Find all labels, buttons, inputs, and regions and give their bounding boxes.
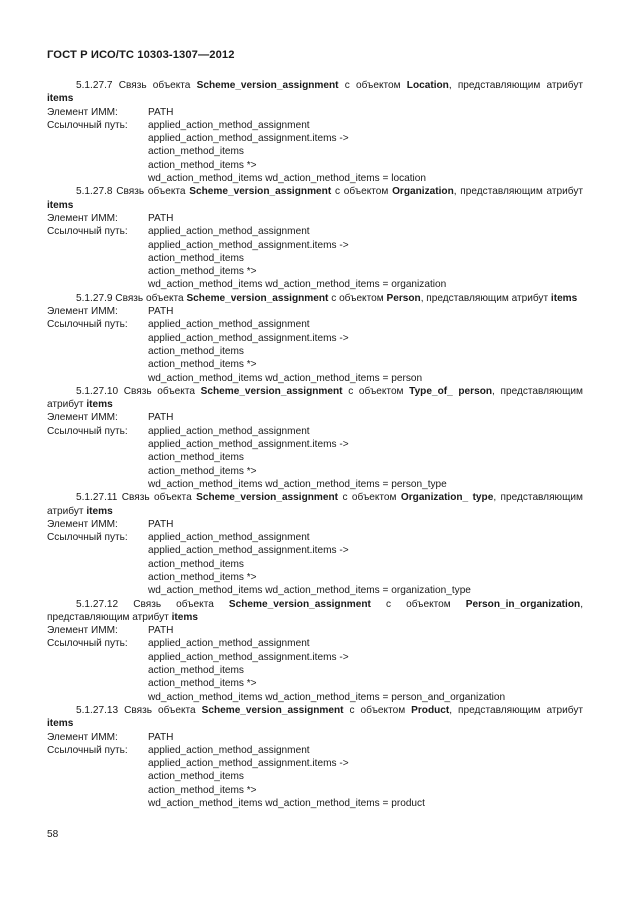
clause-number: 5.1.27.13 — [76, 704, 119, 716]
reference-path-line: applied_action_method_assignment.items -> — [148, 133, 349, 145]
clause-heading — [47, 704, 583, 731]
clause-section — [47, 598, 583, 704]
reference-path-line: action_method_items *> — [148, 359, 257, 371]
element-label: Элемент ИММ: — [47, 731, 118, 743]
reference-path-row — [47, 664, 583, 677]
target-entity-name: Location — [406, 80, 449, 91]
reference-path-label — [47, 584, 148, 597]
reference-path-label — [47, 145, 148, 158]
reference-path-label — [47, 372, 148, 385]
clause-text-before: Связь объекта — [124, 704, 196, 716]
reference-path-line: applied_action_method_assignment — [148, 319, 310, 331]
reference-path-row — [47, 651, 583, 664]
attribute-name: items — [171, 611, 198, 623]
reference-path-line: action_method_items — [148, 252, 244, 264]
reference-path-line: action_method_items — [148, 558, 244, 570]
reference-path-label — [47, 544, 148, 557]
reference-path-line: applied_action_method_assignment — [148, 119, 310, 131]
reference-path-row — [47, 172, 583, 185]
clause-text-mid: с объектом — [348, 385, 404, 397]
clause-section — [47, 185, 583, 291]
reference-path-label: Ссылочный путь: — [47, 425, 128, 437]
reference-path-line: applied_action_method_assignment — [148, 638, 310, 650]
reference-path-row — [47, 358, 583, 371]
clause-text-after: , представляющим атрибут — [449, 704, 583, 716]
element-label: Элемент ИММ: — [47, 306, 118, 318]
reference-path-row — [47, 784, 583, 797]
element-value: PATH — [148, 731, 174, 743]
reference-path-label — [47, 132, 148, 145]
reference-path-line: action_method_items *> — [148, 159, 257, 171]
attribute-name: items — [47, 93, 74, 105]
clause-text-after: , представляющим атрибут — [420, 292, 549, 304]
reference-path-label: Ссылочный путь: — [47, 638, 128, 650]
reference-path-row — [47, 265, 583, 278]
clause-number: 5.1.27.9 — [76, 292, 113, 304]
reference-path-label — [47, 770, 148, 783]
clause-heading — [47, 491, 583, 518]
reference-path-label — [47, 451, 148, 464]
reference-path-row — [47, 531, 583, 544]
reference-path-row — [47, 465, 583, 478]
reference-path-row — [47, 278, 583, 291]
reference-path-line: action_method_items — [148, 771, 244, 783]
attribute-name: items — [86, 399, 113, 411]
element-label: Элемент ИММ: — [47, 518, 118, 530]
element-row — [47, 518, 583, 531]
reference-path-label — [47, 757, 148, 770]
entity-name: Scheme_version_assignment — [186, 292, 329, 304]
attribute-name: items — [550, 292, 578, 304]
clause-number: 5.1.27.8 — [76, 186, 113, 198]
reference-path-line: action_method_items — [148, 452, 244, 464]
element-row — [47, 305, 583, 318]
clause-heading — [47, 292, 583, 305]
reference-path-row — [47, 797, 583, 810]
reference-path-row — [47, 119, 583, 132]
clause-text-before: Связь объекта — [123, 385, 195, 397]
reference-path-label — [47, 691, 148, 704]
reference-path-row — [47, 225, 583, 238]
reference-path-line: applied_action_method_assignment.items -> — [148, 758, 349, 770]
clause-number: 5.1.27.10 — [76, 385, 119, 397]
reference-path-label — [47, 332, 148, 345]
reference-path-label: Ссылочный путь: — [47, 744, 128, 756]
reference-path-label — [47, 252, 148, 265]
reference-path-row — [47, 757, 583, 770]
reference-path-line: applied_action_method_assignment.items -> — [148, 651, 349, 663]
reference-path-row — [47, 744, 583, 757]
reference-path-line: action_method_items *> — [148, 571, 257, 583]
clause-text-before: Связь объекта — [116, 186, 186, 198]
element-value: PATH — [148, 625, 174, 637]
clause-heading — [47, 598, 583, 625]
reference-path-row — [47, 770, 583, 783]
clause-heading — [47, 79, 583, 106]
reference-path-line: wd_action_method_items wd_action_method_items = product — [148, 798, 425, 810]
reference-path-row — [47, 239, 583, 252]
reference-path-row — [47, 252, 583, 265]
reference-path-row — [47, 345, 583, 358]
reference-path-row — [47, 332, 583, 345]
reference-path-label — [47, 345, 148, 358]
reference-path-line: applied_action_method_assignment — [148, 425, 310, 437]
element-label: Элемент ИММ: — [47, 106, 118, 118]
reference-path-row — [47, 438, 583, 451]
reference-path-label — [47, 797, 148, 810]
reference-path-label — [47, 265, 148, 278]
entity-name: Scheme_version_assignment — [189, 186, 332, 198]
element-label: Элемент ИММ: — [47, 412, 118, 424]
reference-path-line: action_method_items — [148, 665, 244, 677]
reference-path-label — [47, 571, 148, 584]
element-value: PATH — [148, 412, 174, 424]
reference-path-row — [47, 677, 583, 690]
clause-text-after: , представляющим атрибут — [47, 492, 583, 517]
reference-path-row — [47, 372, 583, 385]
clause-text-mid: с объектом — [349, 704, 406, 716]
target-entity-name: Organization_ type — [400, 492, 494, 504]
clause-heading — [47, 385, 583, 412]
reference-path-row — [47, 571, 583, 584]
page-header: ГОСТ Р ИСО/ТС 10303-1307—2012 — [47, 49, 235, 61]
element-value: PATH — [148, 106, 174, 118]
clause-text-mid: с объектом — [342, 492, 397, 504]
reference-path-line: wd_action_method_items wd_action_method_items = person_and_organization — [148, 691, 506, 703]
entity-name: Scheme_version_assignment — [196, 80, 339, 91]
clause-text-after: , представляющим атрибут — [453, 186, 583, 198]
clause-section — [47, 79, 583, 185]
reference-path-label: Ссылочный путь: — [47, 119, 128, 131]
clause-text-after: , представляющим атрибут — [47, 598, 583, 623]
reference-path-row — [47, 318, 583, 331]
attribute-name: items — [86, 505, 113, 517]
reference-path-label — [47, 239, 148, 252]
clause-text-mid: с объектом — [331, 292, 384, 304]
attribute-name: items — [47, 199, 74, 211]
clause-section — [47, 704, 583, 810]
target-entity-name: Product — [411, 704, 450, 716]
clause-text-mid: с объектом — [385, 598, 451, 610]
element-label: Элемент ИММ: — [47, 212, 118, 224]
attribute-name: items — [47, 718, 74, 730]
reference-path-label: Ссылочный путь: — [47, 319, 128, 331]
reference-path-line: applied_action_method_assignment.items -> — [148, 439, 349, 451]
clause-number: 5.1.27.12 — [76, 598, 119, 610]
reference-path-line: wd_action_method_items wd_action_method_items = person — [148, 372, 423, 384]
reference-path-label — [47, 159, 148, 172]
clause-number: 5.1.27.7 — [76, 80, 113, 91]
target-entity-name: Person — [386, 292, 421, 304]
reference-path-label — [47, 677, 148, 690]
reference-path-label: Ссылочный путь: — [47, 532, 128, 544]
clause-text-mid: с объектом — [344, 80, 401, 91]
reference-path-row — [47, 637, 583, 650]
reference-path-row — [47, 478, 583, 491]
reference-path-row — [47, 558, 583, 571]
clause-text-before: Связь объекта — [133, 598, 214, 610]
element-label: Элемент ИММ: — [47, 625, 118, 637]
reference-path-line: applied_action_method_assignment.items -> — [148, 545, 349, 557]
element-row — [47, 731, 583, 744]
reference-path-label — [47, 465, 148, 478]
entity-name: Scheme_version_assignment — [228, 598, 371, 610]
reference-path-row — [47, 145, 583, 158]
reference-path-label — [47, 278, 148, 291]
element-row — [47, 624, 583, 637]
target-entity-name: Organization — [392, 186, 454, 198]
reference-path-line: action_method_items *> — [148, 465, 257, 477]
clause-text-after: , представляющим атрибут — [448, 80, 583, 91]
element-value: PATH — [148, 518, 174, 530]
reference-path-line: wd_action_method_items wd_action_method_items = organization — [148, 279, 447, 291]
clause-text-before: Связь объекта — [115, 292, 184, 304]
clause-text-after: , представляющим атрибут — [47, 385, 583, 411]
reference-path-line: wd_action_method_items wd_action_method_items = person_type — [148, 478, 447, 490]
element-value: PATH — [148, 212, 174, 224]
reference-path-line: action_method_items *> — [148, 784, 257, 796]
reference-path-label — [47, 172, 148, 185]
reference-path-row — [47, 159, 583, 172]
reference-path-line: action_method_items *> — [148, 266, 257, 278]
reference-path-row — [47, 691, 583, 704]
reference-path-line: applied_action_method_assignment — [148, 744, 310, 756]
reference-path-line: action_method_items — [148, 146, 244, 158]
reference-path-label — [47, 651, 148, 664]
reference-path-row — [47, 132, 583, 145]
reference-path-label — [47, 784, 148, 797]
element-row — [47, 411, 583, 424]
entity-name: Scheme_version_assignment — [200, 385, 343, 397]
clause-heading — [47, 185, 583, 212]
clause-section — [47, 491, 583, 597]
entity-name: Scheme_version_assignment — [196, 492, 339, 504]
target-entity-name: Person_in_organization — [465, 598, 581, 610]
clause-section — [47, 385, 583, 491]
document-body — [47, 79, 583, 810]
clause-number: 5.1.27.11 — [76, 492, 118, 504]
entity-name: Scheme_version_assignment — [201, 704, 344, 716]
reference-path-line: action_method_items *> — [148, 678, 257, 690]
element-row — [47, 106, 583, 119]
reference-path-label: Ссылочный путь: — [47, 226, 128, 238]
reference-path-line: wd_action_method_items wd_action_method_items = organization_type — [148, 585, 471, 597]
reference-path-row — [47, 451, 583, 464]
reference-path-line: applied_action_method_assignment.items -> — [148, 332, 349, 344]
reference-path-line: action_method_items — [148, 345, 244, 357]
reference-path-row — [47, 544, 583, 557]
reference-path-line: wd_action_method_items wd_action_method_items = location — [148, 173, 427, 185]
reference-path-line: applied_action_method_assignment — [148, 532, 310, 544]
clause-text-before: Связь объекта — [121, 492, 192, 504]
reference-path-row — [47, 584, 583, 597]
reference-path-label — [47, 358, 148, 371]
reference-path-label — [47, 558, 148, 571]
clause-text-before: Связь объекта — [118, 80, 191, 91]
clause-text-mid: с объектом — [334, 186, 389, 198]
reference-path-line: applied_action_method_assignment — [148, 226, 310, 238]
target-entity-name: Type_of_ person — [409, 385, 493, 397]
reference-path-label — [47, 478, 148, 491]
reference-path-line: applied_action_method_assignment.items -> — [148, 239, 349, 251]
element-value: PATH — [148, 306, 174, 318]
reference-path-label — [47, 438, 148, 451]
clause-section — [47, 292, 583, 385]
page-number: 58 — [47, 829, 59, 840]
reference-path-row — [47, 425, 583, 438]
reference-path-label — [47, 664, 148, 677]
element-row — [47, 212, 583, 225]
